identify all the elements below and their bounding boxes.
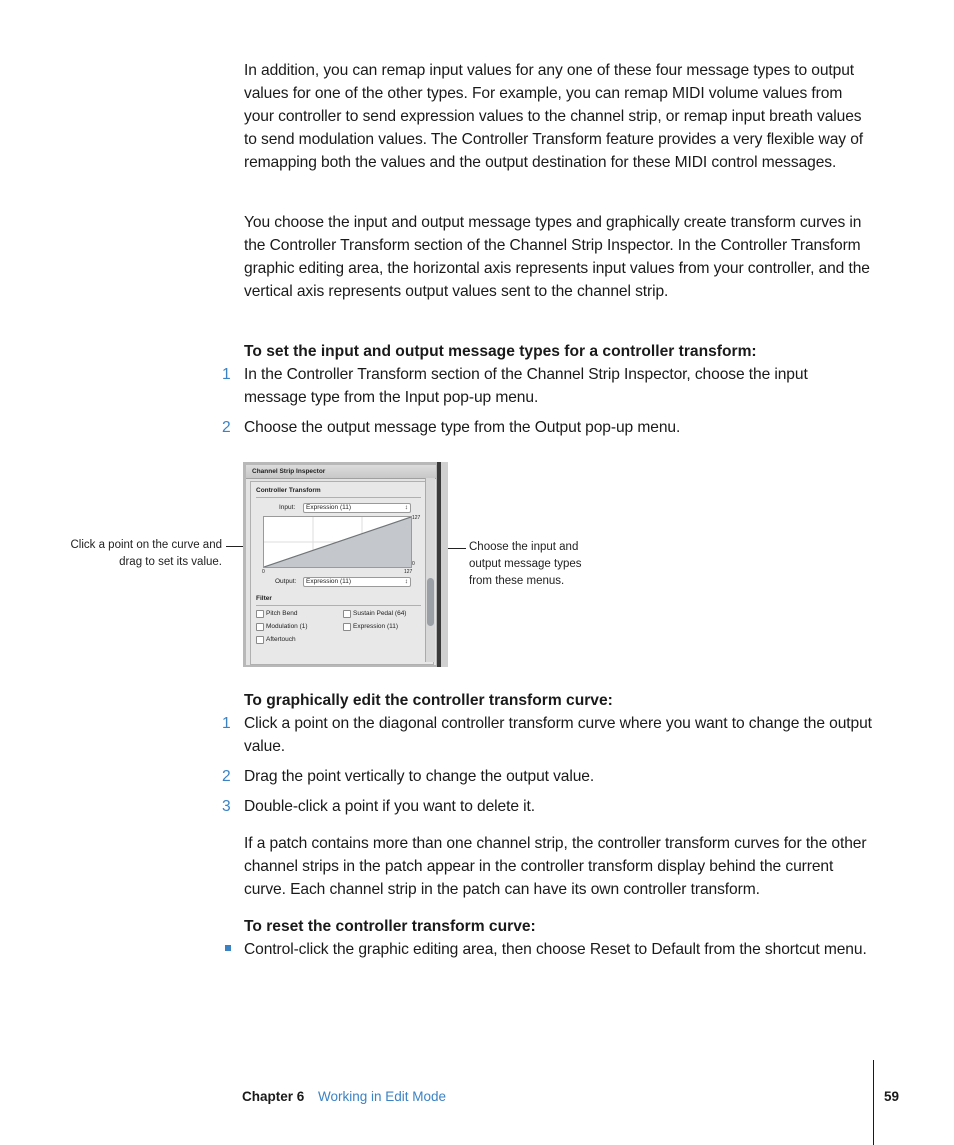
- input-popup-menu[interactable]: [303, 503, 411, 513]
- pitch-bend-label: Pitch Bend: [266, 610, 298, 617]
- footer-chapter-title[interactable]: Working in Edit Mode: [318, 1089, 447, 1104]
- step-text: Drag the point vertically to change the output value.: [244, 768, 595, 785]
- callout-right: Choose the input and output message types from these menus.: [469, 541, 582, 587]
- sustain-pedal-checkbox[interactable]: [343, 610, 351, 618]
- adjacent-panel: [441, 462, 448, 667]
- aftertouch-checkbox[interactable]: [256, 636, 264, 644]
- graphic-editing-area[interactable]: [263, 516, 412, 568]
- bullet-icon: [225, 945, 231, 951]
- filter-title: Filter: [256, 595, 272, 602]
- scrollbar-thumb[interactable]: [427, 578, 434, 626]
- step-number: 1: [222, 715, 231, 732]
- bullet-text: Control-click the graphic editing area, then choose Reset to Default from the shortcut menu.: [244, 941, 867, 958]
- step-number: 2: [222, 768, 231, 785]
- axis-max-label: 127: [412, 515, 421, 521]
- axis-min-label: 0: [262, 569, 265, 575]
- sustain-pedal-label: Sustain Pedal (64): [353, 610, 407, 617]
- input-popup-value: Expression (11): [306, 504, 352, 511]
- section-heading-message-types: To set the input and output message types for a controller transform:: [244, 343, 757, 360]
- step-text: In the Controller Transform section of the Channel Strip Inspector, choose the input message type from the Input pop-up menu.: [244, 366, 808, 406]
- popup-arrows-icon: ↕: [404, 504, 408, 511]
- patch-paragraph: If a patch contains more than one channel strip, the controller transform curves for the other channel strips in the patch appear in the controller transform display behind the current curve. Each channel strip in the patch can have its own controller transform.: [244, 835, 867, 898]
- footer-divider: [873, 1060, 874, 1145]
- step-number: 3: [222, 798, 231, 815]
- modulation-checkbox[interactable]: [256, 623, 264, 631]
- input-label: Input:: [279, 504, 296, 511]
- output-popup-value: Expression (11): [306, 578, 352, 585]
- modulation-label: Modulation (1): [266, 623, 308, 630]
- step-number: 1: [222, 366, 231, 383]
- inspector-title: Channel Strip Inspector: [252, 468, 326, 475]
- output-label: Output:: [275, 578, 297, 585]
- footer-chapter: Chapter 6: [242, 1089, 305, 1104]
- intro-paragraph: In addition, you can remap input values for any one of these four message types to output values for one of the other types. For example, you can remap MIDI volume values from your controller to send expression values to the channel strip, or remap input breath values to send modulation values. The Controller Transform feature provides a very flexible way of remapping both the values and the output destination for these MIDI control messages.: [244, 62, 864, 171]
- channel-strip-inspector-screenshot: [243, 462, 448, 667]
- controller-transform-title: Controller Transform: [256, 487, 321, 494]
- popup-arrows-icon: ↕: [404, 578, 408, 585]
- axis-zero-label: 0: [412, 561, 415, 567]
- step-text: Click a point on the diagonal controller transform curve where you want to change the output value.: [244, 715, 872, 755]
- axis-input-max-label: 127: [404, 569, 413, 575]
- section-heading-edit-curve: To graphically edit the controller transform curve:: [244, 692, 613, 709]
- expression-label: Expression (11): [353, 623, 399, 630]
- section-heading-reset-curve: To reset the controller transform curve:: [244, 918, 536, 935]
- step-number: 2: [222, 419, 231, 436]
- expression-checkbox[interactable]: [343, 623, 351, 631]
- callout-left: Click a point on the curve and drag to set its value.: [70, 539, 222, 568]
- step-text: Choose the output message type from the Output pop-up menu.: [244, 419, 681, 436]
- explanation-paragraph: You choose the input and output message types and graphically create transform curves in the Controller Transform section of the Channel Strip Inspector. In the Controller Transform graphic editing area, the horizontal axis represents input values from your controller, and the vertical axis represents output values sent to the channel strip.: [244, 214, 870, 300]
- scrollbar-track[interactable]: [425, 478, 435, 662]
- divider: [256, 605, 421, 606]
- page-number: 59: [884, 1089, 900, 1104]
- aftertouch-label: Aftertouch: [266, 636, 296, 643]
- step-text: Double-click a point if you want to delete it.: [244, 798, 535, 815]
- transform-curve-graph: [264, 517, 411, 567]
- output-popup-menu[interactable]: [303, 577, 411, 587]
- pitch-bend-checkbox[interactable]: [256, 610, 264, 618]
- divider: [256, 497, 421, 498]
